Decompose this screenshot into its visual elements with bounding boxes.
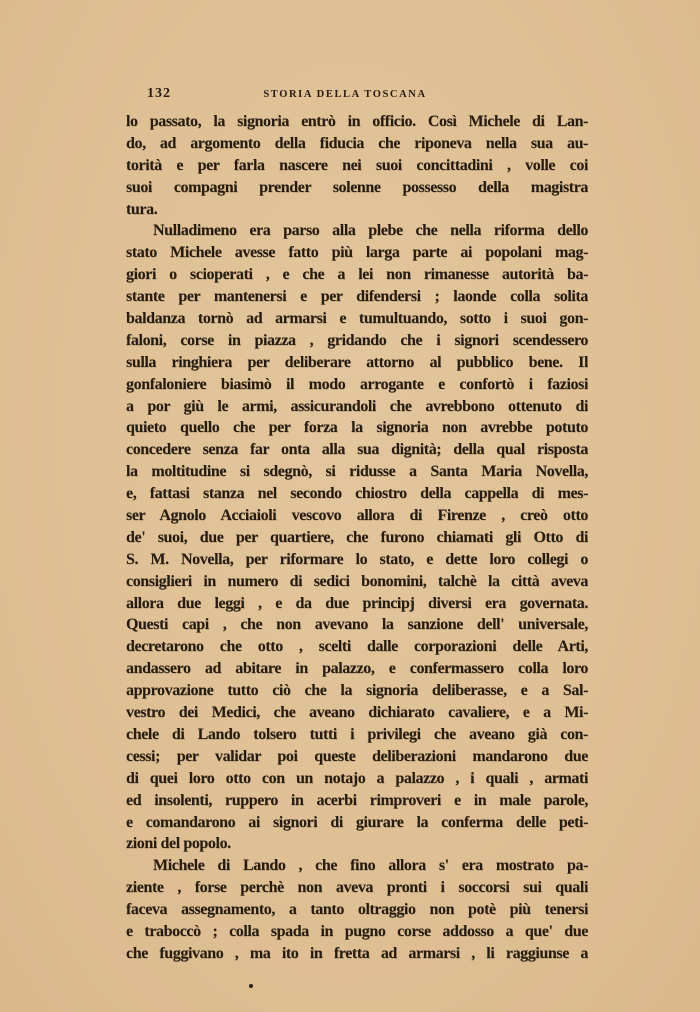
text-line: vestro dei Medici, che aveano dichiarato cavaliere, e a Mi- — [126, 704, 588, 722]
text-line: faceva assegnamento, a tanto oltraggio non potè più tenersi — [126, 901, 588, 919]
text-line: giori o scioperati , e che a lei non rimanesse autorità ba- — [126, 266, 588, 284]
text-line: zioni del popolo. — [126, 835, 231, 853]
text-line: do, ad argomento della fiducia che riponeva nella sua au- — [126, 134, 588, 152]
text-line: a por giù le armi, assicurandoli che avrebbono ottenuto di — [126, 397, 588, 415]
text-line: tura. — [126, 200, 158, 218]
text-line: torità e per farla nascere nei suoi concittadini , volle coi — [126, 156, 588, 174]
text-line: gonfaloniere biasimò il modo arrogante e confortò i faziosi — [126, 375, 588, 393]
running-title: STORIA DELLA TOSCANA — [263, 89, 427, 100]
text-line: de' suoi, due per quartiere, che furono chiamati gli Otto di — [126, 528, 588, 546]
text-line: Questi capi , che non avevano la sanzione dell' universale, — [126, 616, 588, 634]
text-line: chele di Lando tolsero tutti i privilegi che aveano già con- — [126, 725, 588, 743]
text-line: ziente , forse perchè non aveva pronti i soccorsi sui quali — [126, 879, 588, 897]
text-line: la moltitudine si sdegnò, si ridusse a Santa Maria Novella, — [126, 463, 588, 481]
text-line: baldanza tornò ad armarsi e tumultuando, sotto i suoi gon- — [126, 310, 588, 328]
text-line: S. M. Novella, per riformare lo stato, e dette loro collegi o — [126, 550, 588, 568]
ink-dot — [249, 984, 253, 988]
text-block — [126, 111, 588, 965]
text-line: e traboccò ; colla spada in pugno corse addosso a que' due — [126, 922, 588, 940]
text-line: ser Agnolo Acciaioli vescovo allora di Firenze , creò otto — [126, 507, 588, 525]
text-line: concedere senza far onta alla sua dignità; della qual risposta — [126, 441, 588, 459]
text-line: quieto quello che per forza la signoria non avrebbe potuto — [126, 419, 588, 437]
text-line: approvazione tutto ciò che la signoria deliberasse, e a Sal- — [126, 682, 588, 700]
text-line: di quei loro otto con un notajo a palazzo , i quali , armati — [126, 769, 588, 787]
paragraph — [126, 220, 588, 855]
page-header — [126, 86, 588, 106]
text-line: Nulladimeno era parso alla plebe che nella riforma dello — [153, 222, 588, 240]
text-line: faloni, corse in piazza , gridando che i signori scendessero — [126, 331, 588, 349]
text-line: che fuggivano , ma ito in fretta ad armarsi , li raggiunse a — [126, 944, 588, 962]
text-line: consiglieri in numero di sedici bonomini, talchè la città aveva — [126, 572, 588, 590]
text-line: stante per mantenersi e per difendersi ; laonde colla solita — [126, 288, 588, 306]
text-line: Michele di Lando , che fino allora s' era mostrato pa- — [153, 857, 588, 875]
paragraph — [126, 855, 588, 964]
text-line: decretarono che otto , scelti dalle corporazioni delle Arti, — [126, 638, 588, 656]
text-line: lo passato, la signoria entrò in officio. Così Michele di Lan- — [126, 113, 588, 130]
page-number: 132 — [147, 86, 171, 101]
text-line: ed insolenti, ruppero in acerbi rimproveri e in male parole, — [126, 791, 588, 809]
text-line: suoi compagni prender solenne possesso della magistra — [126, 178, 588, 196]
text-line: andassero ad abitare in palazzo, e confermassero colla loro — [126, 660, 588, 678]
text-line: sulla ringhiera per deliberare attorno al pubblico bene. Il — [126, 353, 588, 371]
text-line: e comandarono ai signori di giurare la conferma delle peti- — [126, 813, 588, 831]
paragraph — [126, 111, 588, 220]
text-line: stato Michele avesse fatto più larga parte ai popolani mag- — [126, 244, 588, 262]
text-line: e, fattasi stanza nel secondo chiostro della cappella di mes- — [126, 485, 588, 503]
text-line: allora due leggi , e da due principj diversi era governata. — [126, 594, 588, 612]
text-line: cessi; per validar poi queste deliberazioni mandarono due — [126, 747, 588, 765]
